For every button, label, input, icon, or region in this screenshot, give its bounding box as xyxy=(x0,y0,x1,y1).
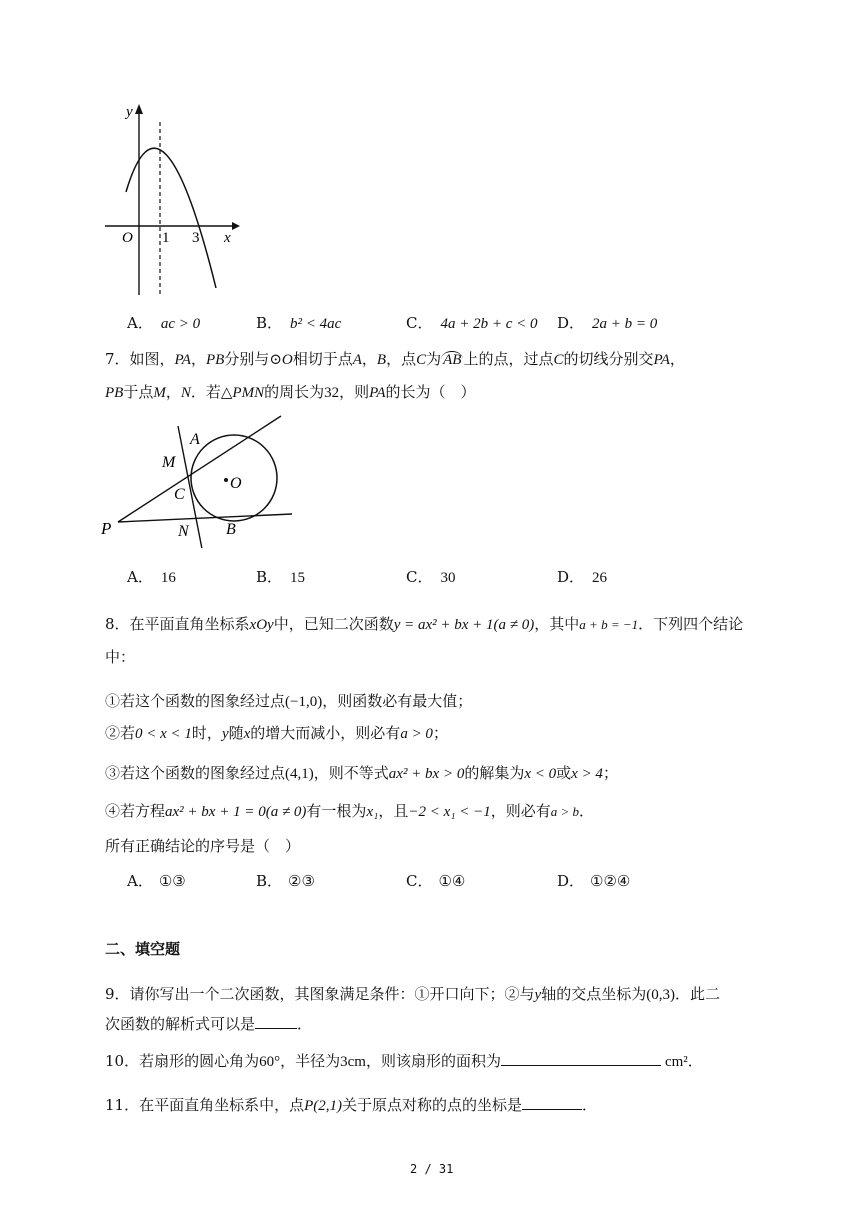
q7-text-line1: 7．如图，PA，PB分别与⊙O相切于点A，B，点C为 AB 上的点，过点C的切线分别交PA， xyxy=(105,350,685,368)
q6-option-d[interactable]: D． 2a + b = 0 xyxy=(557,314,658,332)
q11-answer-blank[interactable] xyxy=(522,1095,582,1110)
q8-option-a[interactable]: A． ①③ xyxy=(127,872,186,890)
section-heading-fill-blank: 二、填空题 xyxy=(105,940,181,958)
tangent-circle-figure xyxy=(98,408,298,548)
q6-option-b[interactable]: B． b² < 4ac xyxy=(256,314,342,332)
q11-text: 11．在平面直角坐标系中，点P(2,1)关于原点对称的点的坐标是 ． xyxy=(105,1096,598,1114)
label-a: A xyxy=(190,431,200,448)
page-number: 2 / 31 xyxy=(410,1162,454,1176)
q8-text-line1: 8．在平面直角坐标系xOy中，已知二次函数y = ax² + bx + 1(a ≠ 0)，其中a + b = −1．下列四个结论 xyxy=(105,615,744,633)
tick-label-3: 3 xyxy=(192,230,200,246)
q7-option-a[interactable]: A． 16 xyxy=(127,568,176,586)
label-b: B xyxy=(226,521,236,538)
center-point-o xyxy=(224,478,228,482)
q8-text-line2: 中： xyxy=(105,648,136,666)
parabola-figure xyxy=(100,100,240,300)
q8-statement-2: ②若0 < x < 1时，y随x的增大而减小，则必有a > 0； xyxy=(105,724,448,742)
q9-answer-blank[interactable] xyxy=(255,1014,297,1029)
q6-option-a[interactable]: A． ac > 0 xyxy=(127,314,201,332)
q10-answer-blank[interactable] xyxy=(501,1051,661,1066)
label-p: P xyxy=(101,519,112,538)
q10-text: 10．若扇形的圆心角为60°，半径为3cm，则该扇形的面积为 cm²． xyxy=(105,1052,703,1070)
origin-label: O xyxy=(122,230,133,246)
q8-option-b[interactable]: B． ②③ xyxy=(256,872,315,890)
q9-text-line1: 9．请你写出一个二次函数，其图象满足条件：①开口向下；②与y轴的交点坐标为(0,3)．此二 xyxy=(105,985,720,1003)
label-m: M xyxy=(162,454,176,471)
q9-text-line2: 次函数的解析式可以是 ． xyxy=(105,1015,313,1033)
q7-option-b[interactable]: B． 15 xyxy=(256,568,306,586)
q7-text-line2: PB于点M，N．若△PMN的周长为32，则PA的长为（ ） xyxy=(105,383,476,401)
y-axis-label: y xyxy=(126,104,133,120)
q7-option-c[interactable]: C． 30 xyxy=(406,568,456,586)
q8-statement-3: ③若这个函数的图象经过点(4,1)，则不等式ax² + bx > 0的解集为x < 0或x > 4； xyxy=(105,764,618,782)
label-o: O xyxy=(230,475,242,492)
arc-ab: AB xyxy=(443,352,462,368)
q7-option-d[interactable]: D． 26 xyxy=(557,568,608,586)
q8-option-c[interactable]: C． ①④ xyxy=(406,872,466,890)
label-n: N xyxy=(178,523,189,540)
q6-option-c[interactable]: C． 4a + 2b + c < 0 xyxy=(406,314,538,332)
q8-statement-1: ①若这个函数的图象经过点(−1,0)，则函数必有最大值； xyxy=(105,692,473,710)
q8-option-d[interactable]: D． ①②④ xyxy=(557,872,631,890)
label-c: C xyxy=(174,486,185,503)
q8-statement-4: ④若方程ax² + bx + 1 = 0(a ≠ 0)有一根为x₁，且−2 < x₁ < −1，则必有a > b． xyxy=(105,802,595,820)
q8-question: 所有正确结论的序号是（ ） xyxy=(105,837,301,855)
x-axis-label: x xyxy=(224,230,231,246)
tick-label-1: 1 xyxy=(162,230,170,246)
